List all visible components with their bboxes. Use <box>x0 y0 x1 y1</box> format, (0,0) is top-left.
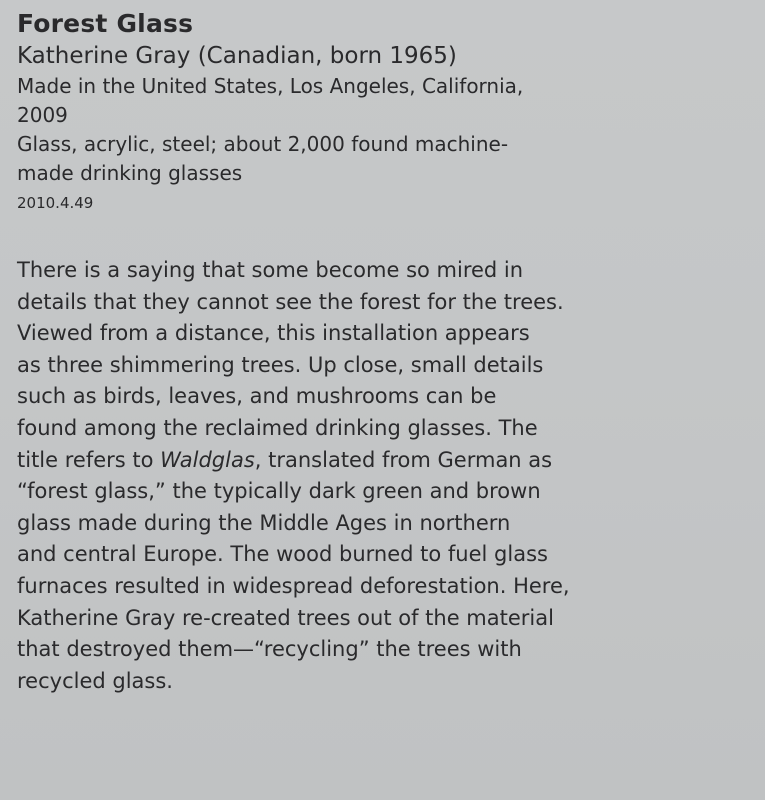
artist-line: Katherine Gray (Canadian, born 1965) <box>17 43 457 69</box>
origin-info <box>17 72 752 130</box>
description-line: details that they cannot see the forest for the trees. <box>17 289 564 314</box>
accession-number: 2010.4.49 <box>17 194 94 212</box>
origin-line: Made in the United States, Los Angeles, California, <box>17 74 524 98</box>
description-line: furnaces resulted in widespread deforestation. Here, <box>17 573 570 598</box>
origin-line: 2009 <box>17 103 68 127</box>
description-line: glass made during the Middle Ages in northern <box>17 510 511 535</box>
description-line: There is a saying that some become so mired in <box>17 258 524 282</box>
description-line: that destroyed them—“recycling” the trees with <box>17 637 522 662</box>
description-line: “forest glass,” the typically dark green and brown <box>17 479 541 504</box>
description-line: recycled glass. <box>17 668 173 693</box>
materials-line: made drinking glasses <box>17 161 243 185</box>
description-line: as three shimmering trees. Up close, small details <box>17 352 544 377</box>
materials-line: Glass, acrylic, steel; about 2,000 found machine- <box>17 132 509 156</box>
artwork-title: Forest Glass <box>17 9 194 38</box>
description-line: Katherine Gray re-created trees out of the material <box>17 605 554 630</box>
description-line: and central Europe. The wood burned to fuel glass <box>17 542 548 567</box>
italic-term: Waldglas <box>160 447 255 472</box>
description-line <box>17 445 752 477</box>
materials-info <box>17 130 752 188</box>
description-text-segment: , translated from German as <box>254 447 553 472</box>
museum-label <box>17 8 752 697</box>
description-text <box>17 255 752 697</box>
description-line: Viewed from a distance, this installation appears <box>17 321 530 346</box>
description-line: such as birds, leaves, and mushrooms can be <box>17 384 497 409</box>
description-text-segment: title refers to <box>17 447 161 472</box>
description-line: found among the reclaimed drinking glasses. The <box>17 415 538 440</box>
